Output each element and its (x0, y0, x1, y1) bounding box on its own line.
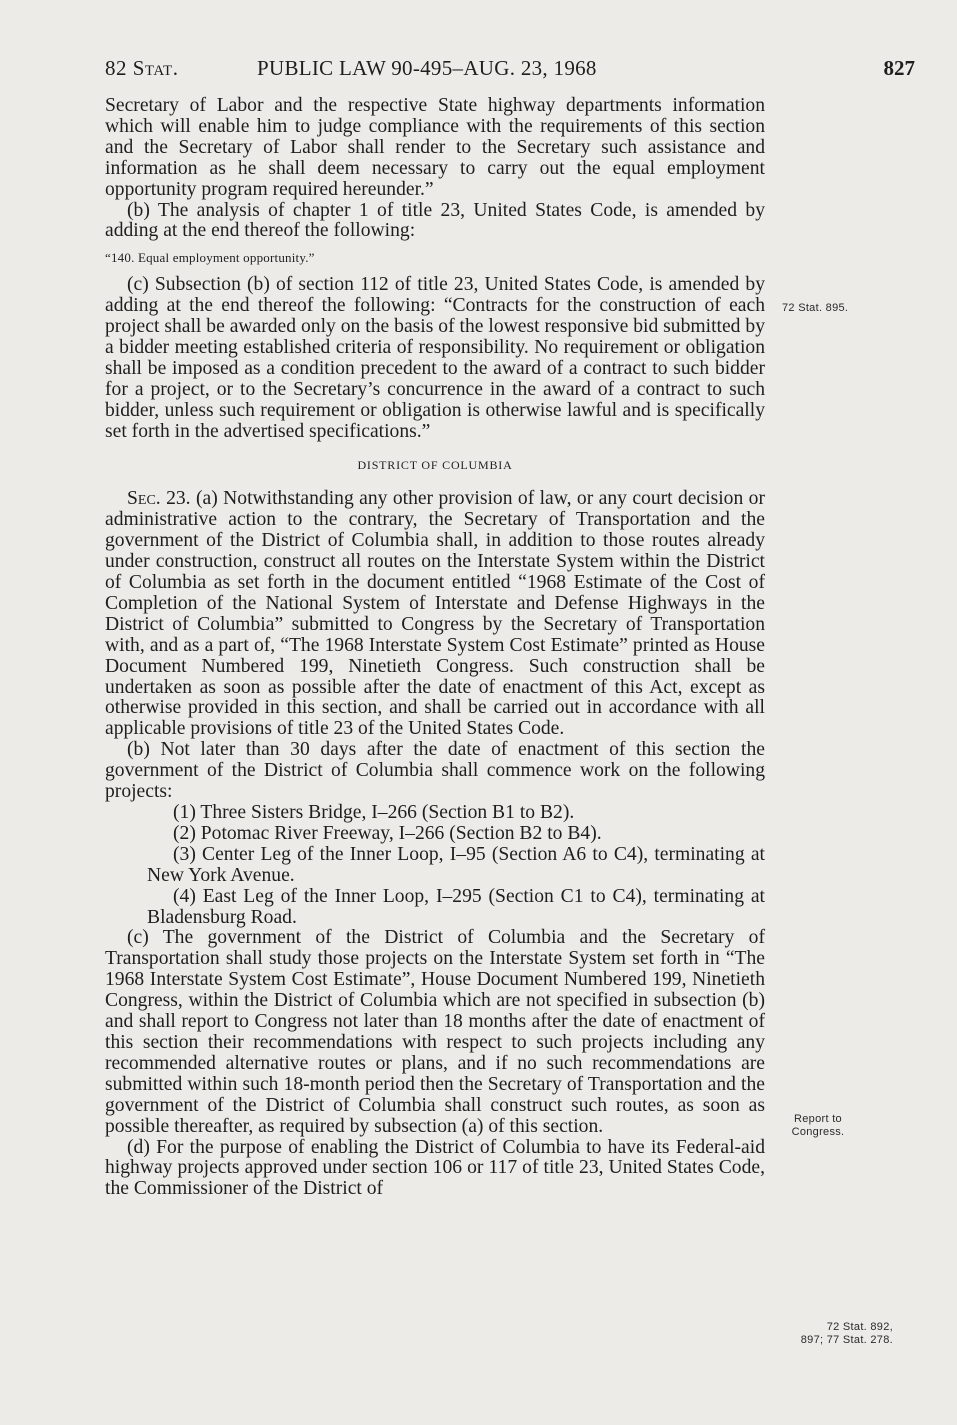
project-item-3: (3) Center Leg of the Inner Loop, I–95 (Section A6 to C4), terminating at New York Avenue. (147, 843, 765, 886)
section-heading: DISTRICT OF COLUMBIA (357, 457, 513, 472)
margin-note-report (777, 1113, 859, 1139)
project-item-1: (1) Three Sisters Bridge, I–266 (Section B1 to B2). (173, 802, 575, 823)
section-label: Sec. 23. (127, 488, 191, 510)
margin-note-stat-895: 72 Stat. 895. (782, 302, 849, 314)
law-title: PUBLIC LAW 90-495–AUG. 23, 1968 (257, 56, 597, 80)
volume-label: 82 Stat. (105, 56, 179, 80)
page-header (105, 56, 915, 84)
section-23-paragraph-b: (b) Not later than 30 days after the date of enactment of this section the government of the District of Columbia shall commence work on the following projects: (105, 739, 765, 803)
margin-note-report-line1: Report to (794, 1113, 842, 1125)
paragraph-b: (b) The analysis of chapter 1 of title 23, United States Code, is amended by adding at the end thereof the following: (105, 199, 765, 242)
paragraph-continuation: Secretary of Labor and the respective State highway departments information which will enable him to judge compliance with the requirements of this section and the Secretary of Labor shall render to the Secretary such assistance and information as he shall deem necessary to carry out the equal employment opportunity program required hereunder.” (105, 95, 765, 200)
margin-note-stat-892-line1: 72 Stat. 892, (826, 1321, 893, 1333)
section-23-paragraph-a (105, 489, 765, 740)
document-body (105, 96, 765, 1200)
project-item-2: (2) Potomac River Freeway, I–266 (Section B2 to B4). (173, 822, 602, 844)
section-23-paragraph-d: (d) For the purpose of enabling the District of Columbia to have its Federal-aid highway projects approved under section 106 or 117 of title 23, United States Code, the Commissioner of the District of (105, 1136, 765, 1200)
margin-note-stat-892 (775, 1321, 893, 1347)
page-number: 827 (883, 56, 915, 80)
section-23-paragraph-c: (c) The government of the District of Columbia and the Secretary of Transportation shall study those projects on the Interstate System set forth in “The 1968 Interstate System Cost Estimate”, House Document Numbered 199, Ninetieth Congress, within the District of Columbia which are not specified in subsection (b) and shall report to Congress not later than 18 months after the date of enactment of this section their recommendations with respect to such projects including any recommended alternative routes or plans, and if no such recommendations are submitted within such 18-month period then the Secretary of Transportation and the government of the District of Columbia shall construct such routes, as soon as possible thereafter, as required by subsection (a) of this section. (105, 927, 765, 1137)
analysis-entry: “140. Equal employment opportunity.” (105, 250, 315, 266)
margin-note-report-line2: Congress. (791, 1126, 845, 1138)
project-item-4: (4) East Leg of the Inner Loop, I–295 (Section C1 to C4), terminating at Bladensburg Road. (147, 885, 765, 928)
margin-note-stat-892-line2: 897; 77 Stat. 278. (800, 1334, 893, 1346)
section-23-text: (a) Notwithstanding any other provision of law, or any court decision or administrative action to the contrary, the Secretary of Transportation and the government of the District of Columbia shall, in addition to those routes already under construction, construct all routes on the Interstate System within the District of Columbia as set forth in the document entitled “1968 Estimate of the Cost of Completion of the National System of Interstate and Defense Highways in the District of Columbia” submitted to Congress by the Secretary of Transportation with, and as a part of, “The 1968 Interstate System Cost Estimate” printed as House Document Numbered 199, Ninetieth Congress. Such construction shall be undertaken as soon as possible after the date of enactment of this Act, except as otherwise provided in this section, and shall be carried out in accordance with all applicable provisions of title 23 of the United States Code. (105, 488, 765, 740)
paragraph-c: (c) Subsection (b) of section 112 of title 23, United States Code, is amended by adding at the end thereof the following: “Contracts for the construction of each project shall be awarded only on the basis of the lowest responsive bid submitted by a bidder meeting established criteria of responsibility. No requirement or obligation shall be imposed as a condition precedent to the award of a contract to such bidder for a project, or to the Secretary’s concurrence in the award of a contract to such bidder, unless such requirement or obligation is otherwise lawful and is specifically set forth in the advertised specifications.” (105, 274, 765, 442)
